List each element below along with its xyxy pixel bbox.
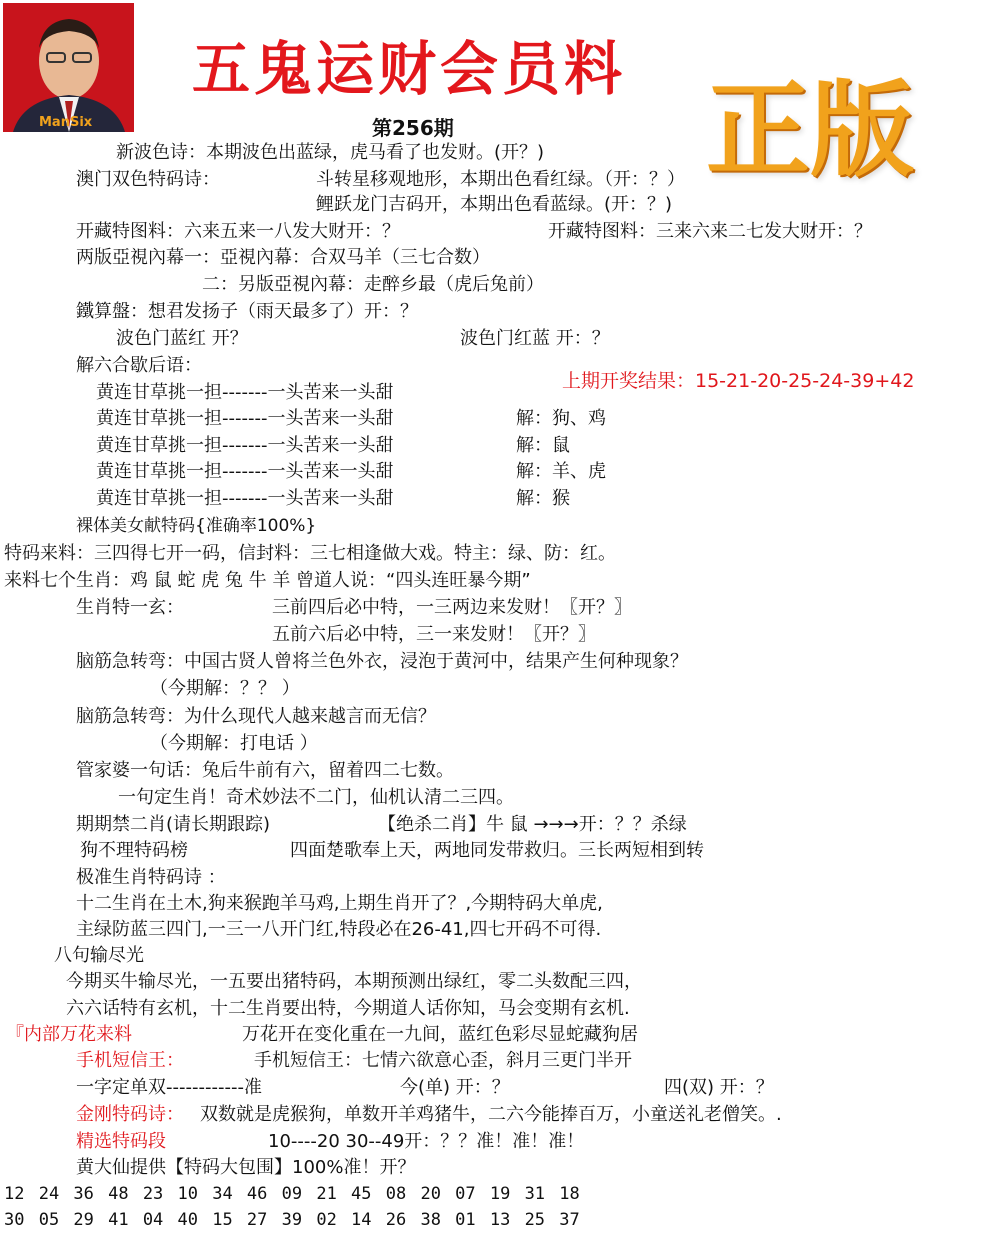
zodiac-mystery-line2: 五前六后必中特，三一来发财！〖开？〗 xyxy=(272,624,596,645)
kill-two-zodiac: 【绝杀二肖】牛 鼠 →→→开：？？杀绿 xyxy=(378,814,687,835)
riddle-question: 黄连甘草挑一担-------一头苦来一头甜 xyxy=(96,488,394,509)
eight-lines-heading: 八句输尽光 xyxy=(54,945,144,966)
odd-even-label: 一字定单双------------准 xyxy=(76,1077,262,1098)
wave-door-right: 波色门红蓝 开：？ xyxy=(460,328,610,349)
zodiac-poem-line1: 十二生肖在土木,狗来猴跑羊马鸡,上期生肖开了？,今期特码大单虎, xyxy=(76,893,603,914)
even-result: 四(双) 开：？ xyxy=(664,1077,774,1098)
genuine-mark: 正版 xyxy=(706,68,915,191)
inside-flower-label: 『内部万花来料 xyxy=(6,1024,132,1045)
macau-poem-line2: 鲤跃龙门吉码开，本期出色看蓝绿。(开：？) xyxy=(316,194,673,215)
dog-chart-label: 狗不理特码榜 xyxy=(80,840,188,861)
abacus-line: 鐵算盤：想君发扬子（雨天最多了）开：？ xyxy=(76,301,418,322)
code-range-text: 10----20 30--49开：？？准！准！准！ xyxy=(268,1131,585,1152)
riddle-question: 黄连甘草挑一担-------一头苦来一头甜 xyxy=(96,461,394,482)
atv-inside-2: 二：另版亞視內幕：走醉乡最（虎后兔前） xyxy=(202,274,544,295)
number-row-2: 30 05 29 41 04 40 15 27 39 02 14 26 38 01 13 25 37 xyxy=(4,1210,580,1230)
riddle-question: 黄连甘草挑一担-------一头苦来一头甜 xyxy=(96,408,394,429)
odd-result: 今(单) 开：？ xyxy=(400,1077,510,1098)
wave-color-poem: 新波色诗：本期波色出蓝绿，虎马看了也发财。(开？) xyxy=(116,142,545,163)
brain-teaser-1: 脑筋急转弯：中国古贤人曾将兰色外衣，浸泡于黄河中，结果产生何种现象？ xyxy=(76,651,688,672)
open-chart-left: 开藏特图料：六来五来一八发大财开：？ xyxy=(76,221,400,242)
zodiac-mystery-label: 生肖特一玄： xyxy=(76,597,184,618)
issue-number: 第256期 xyxy=(372,116,454,140)
zodiac-mystery-line1: 三前四后必中特，一三两边来发财！〖开？〗 xyxy=(272,597,632,618)
photo-caption: ManSix xyxy=(39,115,93,130)
sms-king-label: 手机短信王： xyxy=(76,1050,184,1071)
brain-teaser-1-answer: （今期解：？？ ） xyxy=(150,678,300,699)
riddle-answer: 解：羊、虎 xyxy=(516,461,606,482)
brain-teaser-2-answer: （今期解：打电话 ） xyxy=(150,733,318,754)
accurate-zodiac-heading: 极准生肖特码诗 ： xyxy=(76,867,226,888)
eight-lines-1: 今期买牛输尽光，一五要出猪特码，本期预测出绿红，零二头数配三四， xyxy=(66,971,642,992)
dog-chart-text: 四面楚歌奉上天，两地同发带救归。三长两短相到转 xyxy=(290,840,704,861)
diamond-poem-label: 金刚特码诗： xyxy=(76,1104,184,1125)
macau-poem-line1: 斗转星移观地形，本期出色看红绿。（开：？） xyxy=(316,169,685,190)
special-code-source: 特码来料：三四得七开一码，信封料：三七相逢做大戏。特主：绿、防：红。 xyxy=(4,543,616,564)
open-chart-right: 开藏特图料：三来六来二七发大财开：？ xyxy=(548,221,872,242)
sms-king-text: 手机短信王：七情六欲意心歪，斜月三更门半开 xyxy=(254,1050,632,1071)
number-row-1: 12 24 36 48 23 10 34 46 09 21 45 08 20 07 19 31 18 xyxy=(4,1184,580,1204)
wong-tai-sin-line: 黄大仙提供【特码大包围】100%准！开？ xyxy=(76,1157,416,1178)
seven-zodiacs: 来料七个生肖：鸡 鼠 蛇 虎 兔 牛 羊 曾道人说：“四头连旺暴今期” xyxy=(4,570,531,591)
proverb-heading: 解六合歇后语： xyxy=(76,355,202,376)
riddle-answer: 解：鼠 xyxy=(516,435,570,456)
portrait-photo xyxy=(3,3,134,132)
riddle-answer: 解：狗、鸡 xyxy=(516,408,606,429)
special-code-accuracy: 裸体美女献特码{准确率100%} xyxy=(76,516,317,536)
riddle-question: 黄连甘草挑一担-------一头苦来一头甜 xyxy=(96,435,394,456)
diamond-poem-text: 双数就是虎猴狗，单数开羊鸡猪牛，二六今能捧百万，小童送礼老僧笑。. xyxy=(200,1104,782,1125)
riddle-question: 黄连甘草挑一担-------一头苦来一头甜 xyxy=(96,382,394,403)
riddle-answer: 解：猴 xyxy=(516,488,570,509)
zodiac-poem-line2: 主绿防蓝三四门,一三一八开门红,特段必在26-41,四七开码不可得. xyxy=(76,919,602,940)
wave-door-left: 波色门蓝红 开？ xyxy=(116,328,248,349)
atv-inside-1: 两版亞視內幕一：亞視內幕：合双马羊（三七合数） xyxy=(76,247,490,268)
inside-flower-text: 万花开在变化重在一九间，蓝红色彩尽显蛇藏狗居 xyxy=(242,1024,638,1045)
banned-zodiac-label: 期期禁二肖(请长期跟踪) xyxy=(76,814,271,835)
previous-result: 上期开奖结果：15-21-20-25-24-39+42 xyxy=(562,370,915,392)
one-sentence-zodiac: 一句定生肖！奇术妙法不二门，仙机认清二三四。 xyxy=(118,787,514,808)
code-range-label: 精选特码段 xyxy=(76,1131,166,1152)
page-title: 五鬼运财会员料 xyxy=(192,35,627,103)
brain-teaser-2: 脑筋急转弯：为什么现代人越来越言而无信？ xyxy=(76,706,436,727)
housekeeper-line: 管家婆一句话：兔后牛前有六，留着四二七数。 xyxy=(76,760,454,781)
macau-poem-label: 澳门双色特码诗： xyxy=(76,169,220,190)
eight-lines-2: 六六话特有玄机，十二生肖要出特，今期道人话你知，马会变期有玄机. xyxy=(66,998,630,1019)
